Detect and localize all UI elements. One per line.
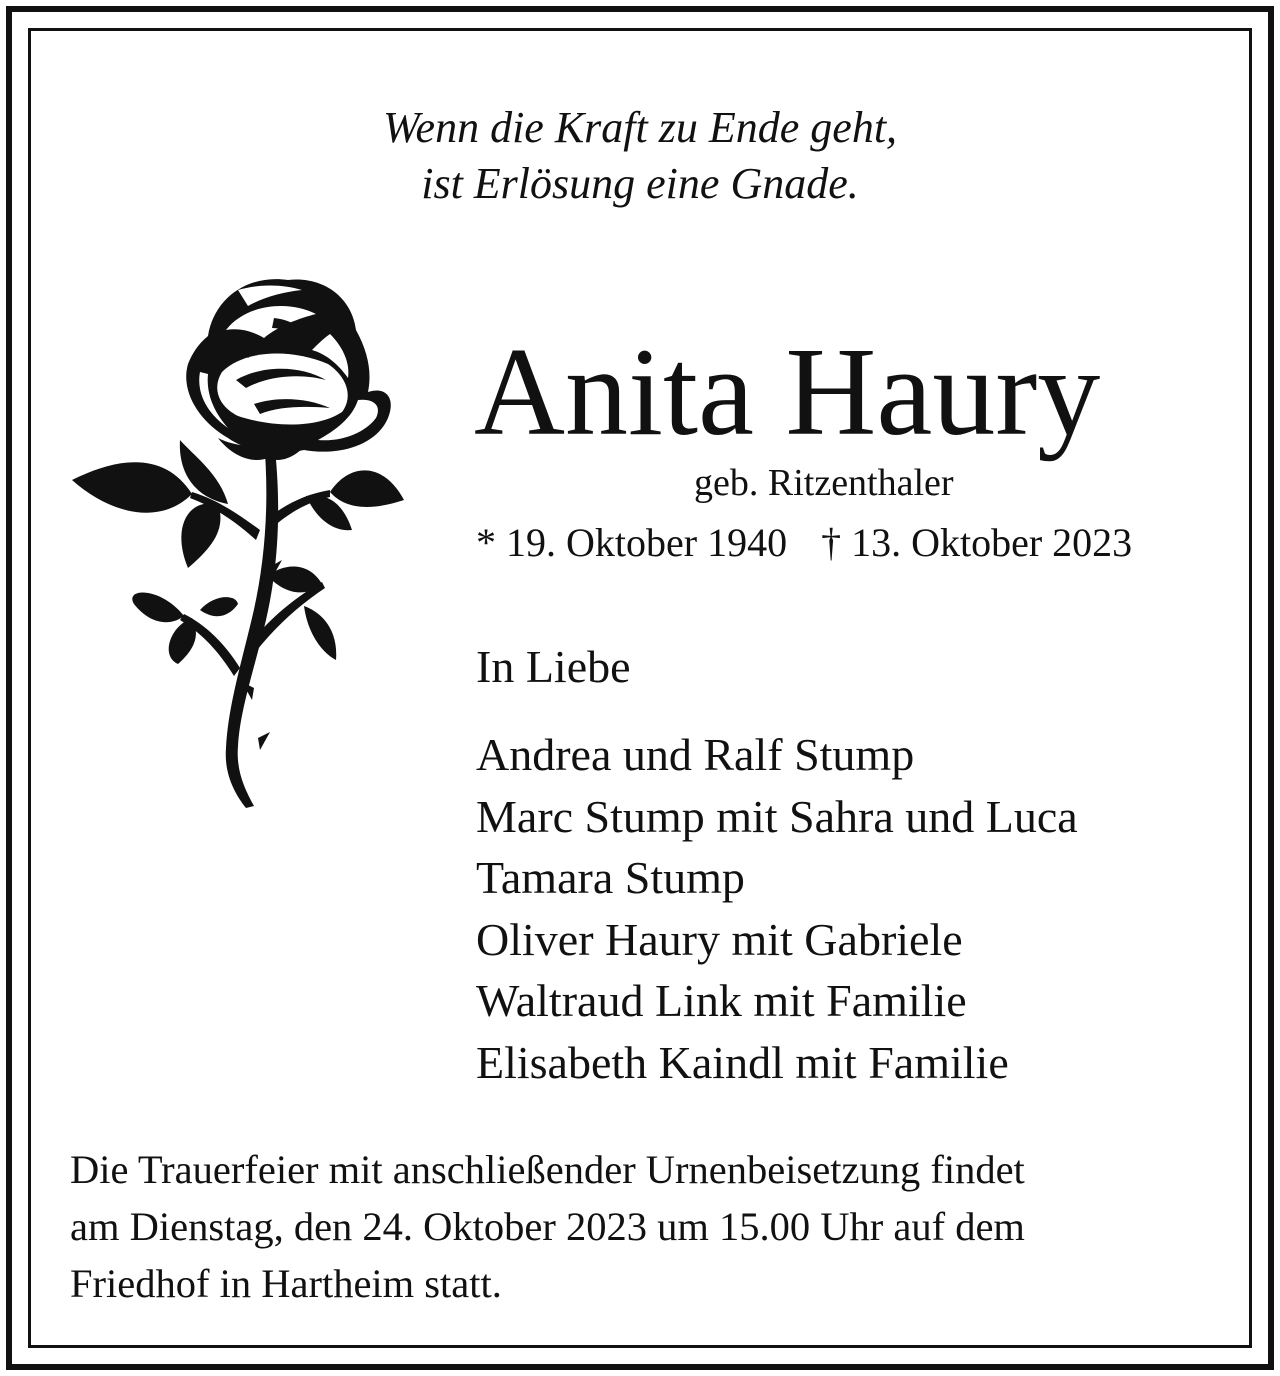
birth-name: geb. Ritzenthaler (694, 462, 954, 504)
motto-line-1: Wenn die Kraft zu Ende geht, (382, 103, 898, 152)
mourner-entry: Waltraud Link mit Familie (476, 975, 967, 1026)
closing-phrase: In Liebe (476, 641, 631, 692)
ceremony-line-1: Die Trauerfeier mit anschließender Urnenbeisetzung findet (70, 1147, 1025, 1192)
mourner-entry: Oliver Haury mit Gabriele (476, 913, 963, 965)
mourners-list (476, 724, 1078, 1093)
mourner-entry: Elisabeth Kaindl mit Familie (476, 1036, 1009, 1088)
motto-line-2: ist Erlösung eine Gnade. (421, 159, 859, 208)
rose-icon (68, 268, 408, 813)
death-date: † 13. Oktober 2023 (821, 520, 1133, 565)
birth-date: * 19. Oktober 1940 (476, 520, 788, 565)
deceased-name: Anita Haury (474, 323, 1101, 462)
mourner-entry: Tamara Stump (476, 852, 745, 903)
ceremony-line-2: am Dienstag, den 24. Oktober 2023 um 15.00 Uhr auf dem (70, 1204, 1025, 1249)
life-dates (476, 518, 1132, 568)
mourner-entry: Andrea und Ralf Stump (476, 729, 915, 780)
mourner-entry: Marc Stump mit Sahra und Luca (476, 790, 1078, 842)
ceremony-line-3: Friedhof in Hartheim statt. (70, 1261, 502, 1306)
ceremony-notice (70, 1141, 1025, 1312)
motto (0, 100, 1280, 212)
